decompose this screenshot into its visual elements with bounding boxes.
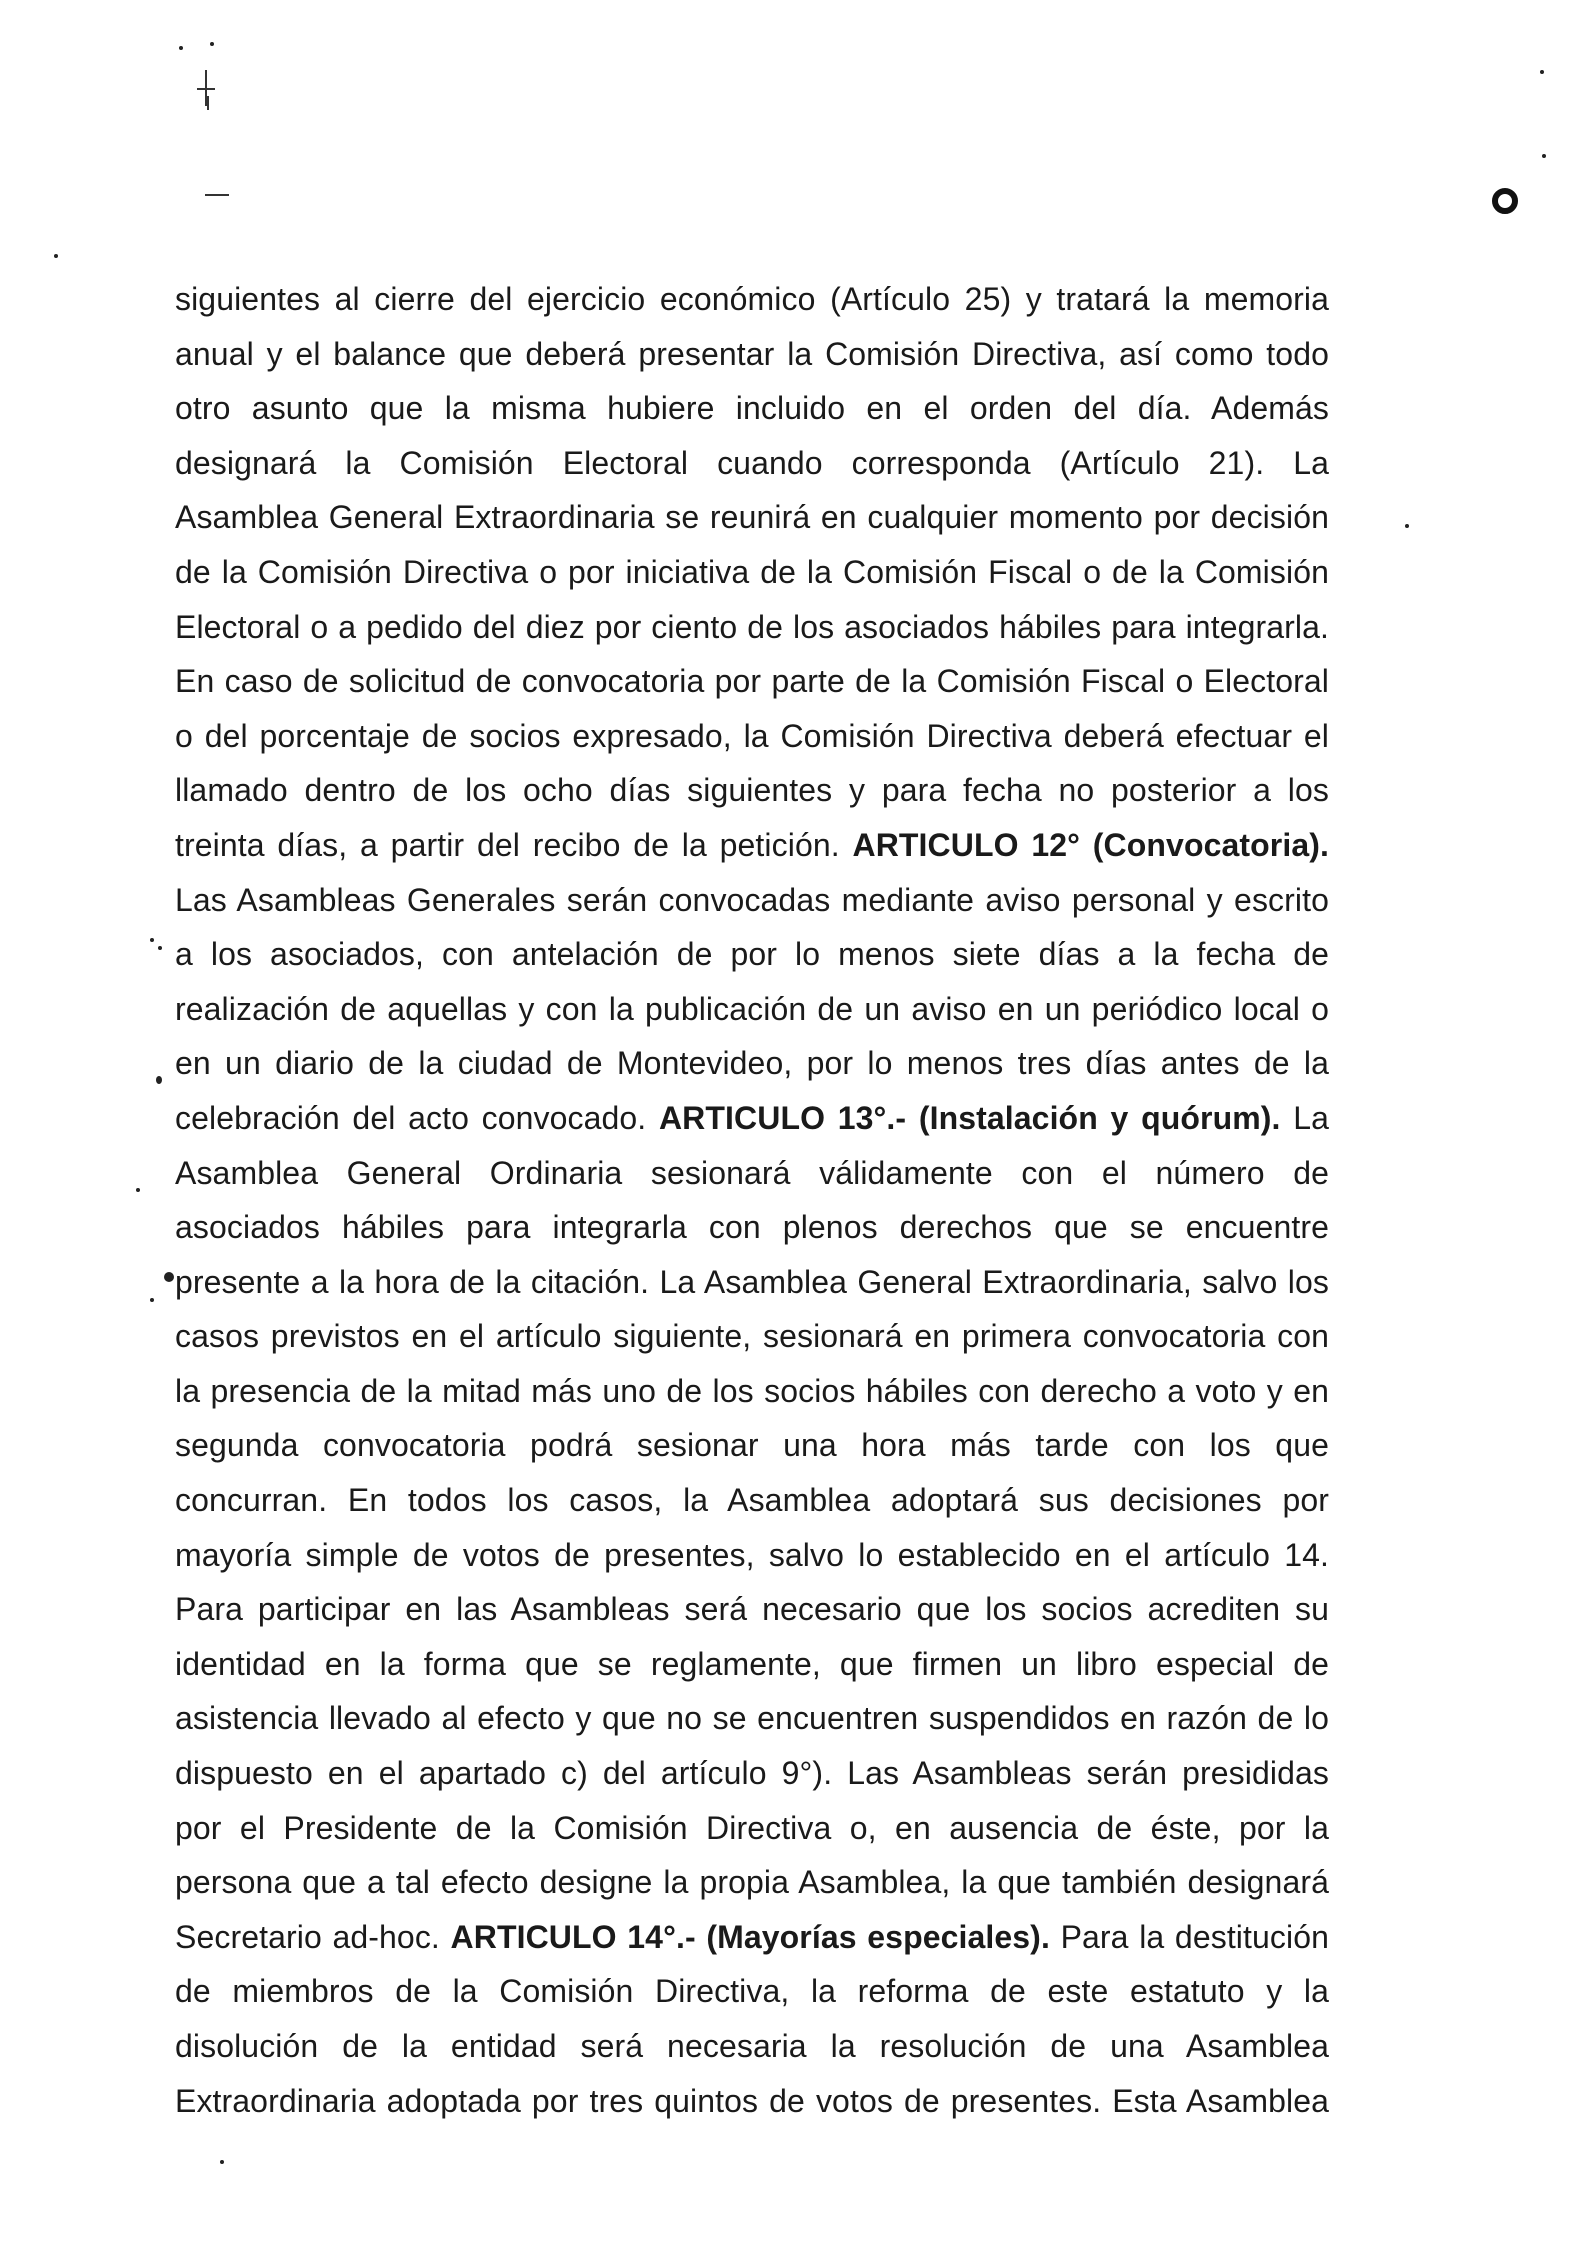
text-line (175, 654, 1329, 709)
body-text: celebración del acto convocado. (175, 1099, 659, 1136)
body-text: Extraordinaria adoptada por tres quintos de votos de presentes. Esta Asamblea (175, 2082, 1329, 2119)
text-line (175, 2019, 1329, 2074)
text-line (175, 327, 1329, 382)
text-line (175, 1964, 1329, 2019)
scan-mark (210, 42, 214, 46)
body-text: de miembros de la Comisión Directiva, la reforma de este estatuto y la (175, 1973, 1329, 2010)
text-line (175, 490, 1329, 545)
body-text: asociados hábiles para integrarla con plenos derechos que se encuentre (175, 1209, 1329, 1246)
scan-mark (1542, 154, 1546, 158)
body-text: mayoría simple de votos de presentes, salvo lo establecido en el artículo 14. (175, 1536, 1329, 1573)
body-text: segunda convocatoria podrá sesionar una hora más tarde con los que (175, 1427, 1329, 1464)
body-text: presente a la hora de la citación. La Asamblea General Extraordinaria, salvo los (175, 1263, 1329, 1300)
text-line (175, 709, 1329, 764)
text-line (175, 1364, 1329, 1419)
scan-mark (156, 1076, 162, 1084)
text-line (175, 873, 1329, 928)
body-text: dispuesto en el apartado c) del artículo 9°). Las Asambleas serán presididas (175, 1755, 1329, 1792)
body-text: Asamblea General Ordinaria sesionará válidamente con el número de (175, 1154, 1329, 1191)
text-line (175, 1091, 1329, 1146)
body-text: Las Asambleas Generales serán convocadas mediante aviso personal y escrito (175, 881, 1329, 918)
body-text: En caso de solicitud de convocatoria por parte de la Comisión Fiscal o Electoral (175, 663, 1329, 700)
body-text: Para participar en las Asambleas será necesario que los socios acrediten su (175, 1591, 1329, 1628)
text-line (175, 545, 1329, 600)
body-text: Electoral o a pedido del diez por ciento de los asociados hábiles para integrarla. (175, 608, 1329, 645)
scan-mark (1540, 70, 1544, 74)
text-line (175, 1418, 1329, 1473)
body-text: Para la destitución (1049, 1918, 1330, 1955)
text-line (175, 2074, 1329, 2129)
body-text: casos previstos en el artículo siguiente, sesionará en primera convocatoria con (175, 1318, 1329, 1355)
text-line (175, 982, 1329, 1037)
text-line (175, 272, 1329, 327)
text-line (175, 381, 1329, 436)
body-text: a los asociados, con antelación de por lo menos siete días a la fecha de (175, 936, 1329, 973)
scan-mark (54, 254, 58, 258)
body-text: designará la Comisión Electoral cuando corresponda (Artículo 21). La (175, 444, 1329, 481)
scan-mark (150, 1298, 154, 1302)
body-text: en un diario de la ciudad de Montevideo, por lo menos tres días antes de la (175, 1045, 1329, 1082)
text-line (175, 1855, 1329, 1910)
text-line (175, 1691, 1329, 1746)
body-text: llamado dentro de los ocho días siguientes y para fecha no posterior a los (175, 772, 1329, 809)
body-text: siguientes al cierre del ejercicio económico (Artículo 25) y tratará la memoria (175, 281, 1329, 317)
body-text: disolución de la entidad será necesaria la resolución de una Asamblea (175, 2028, 1329, 2064)
scan-mark (136, 1188, 140, 1192)
body-text: otro asunto que la misma hubiere incluido en el orden del día. Además (175, 390, 1329, 427)
text-line (175, 1528, 1329, 1583)
scan-mark (164, 1272, 174, 1282)
text-line (175, 1910, 1329, 1965)
scan-mark (1405, 524, 1409, 528)
text-line (175, 1036, 1329, 1091)
scan-mark (150, 938, 154, 942)
scan-mark (205, 194, 229, 196)
body-text: concurran. En todos los casos, la Asamblea adoptará sus decisiones por (175, 1482, 1329, 1519)
text-line (175, 436, 1329, 491)
scan-mark (158, 946, 162, 950)
body-text: de la Comisión Directiva o por iniciativa de la Comisión Fiscal o de la Comisión (175, 553, 1329, 590)
text-line (175, 818, 1329, 873)
body-text: Secretario ad-hoc. (175, 1918, 451, 1955)
text-line (175, 927, 1329, 982)
text-line (175, 1473, 1329, 1528)
body-text: treinta días, a partir del recibo de la petición. (175, 826, 853, 863)
body-text: asistencia llevado al efecto y que no se encuentren suspendidos en razón de lo (175, 1700, 1329, 1737)
article-heading: ARTICULO 13°.- (Instalación y quórum). (658, 1099, 1281, 1136)
article-heading: ARTICULO 14°.- (Mayorías especiales). (450, 1918, 1050, 1955)
body-text: la presencia de la mitad más uno de los socios hábiles con derecho a voto y en (175, 1372, 1329, 1409)
body-text: anual y el balance que deberá presentar la Comisión Directiva, así como todo (175, 335, 1329, 372)
body-text: o del porcentaje de socios expresado, la Comisión Directiva deberá efectuar el (175, 717, 1329, 754)
body-text: por el Presidente de la Comisión Directiva o, en ausencia de éste, por la (175, 1809, 1329, 1846)
text-line (175, 763, 1329, 818)
scan-mark (207, 96, 209, 110)
text-line (175, 1746, 1329, 1801)
text-line (175, 1255, 1329, 1310)
text-line (175, 1582, 1329, 1637)
body-text: identidad en la forma que se reglamente, que firmen un libro especial de (175, 1645, 1329, 1682)
body-text: La (1280, 1099, 1329, 1136)
text-line (175, 1637, 1329, 1692)
scan-mark (220, 2160, 224, 2164)
text-line (175, 1801, 1329, 1856)
scan-mark (179, 46, 183, 50)
body-text: realización de aquellas y con la publicación de un aviso en un periódico local o (175, 990, 1329, 1027)
text-line (175, 1200, 1329, 1255)
text-line (175, 600, 1329, 655)
scan-mark (197, 88, 215, 90)
article-heading: ARTICULO 12° (Convocatoria). (852, 826, 1329, 863)
text-line (175, 1309, 1329, 1364)
body-text: Asamblea General Extraordinaria se reunirá en cualquier momento por decisión (175, 499, 1329, 536)
punch-hole-icon (1492, 188, 1518, 214)
document-body (175, 272, 1329, 2128)
text-line (175, 1146, 1329, 1201)
body-text: persona que a tal efecto designe la propia Asamblea, la que también designará (175, 1864, 1329, 1901)
